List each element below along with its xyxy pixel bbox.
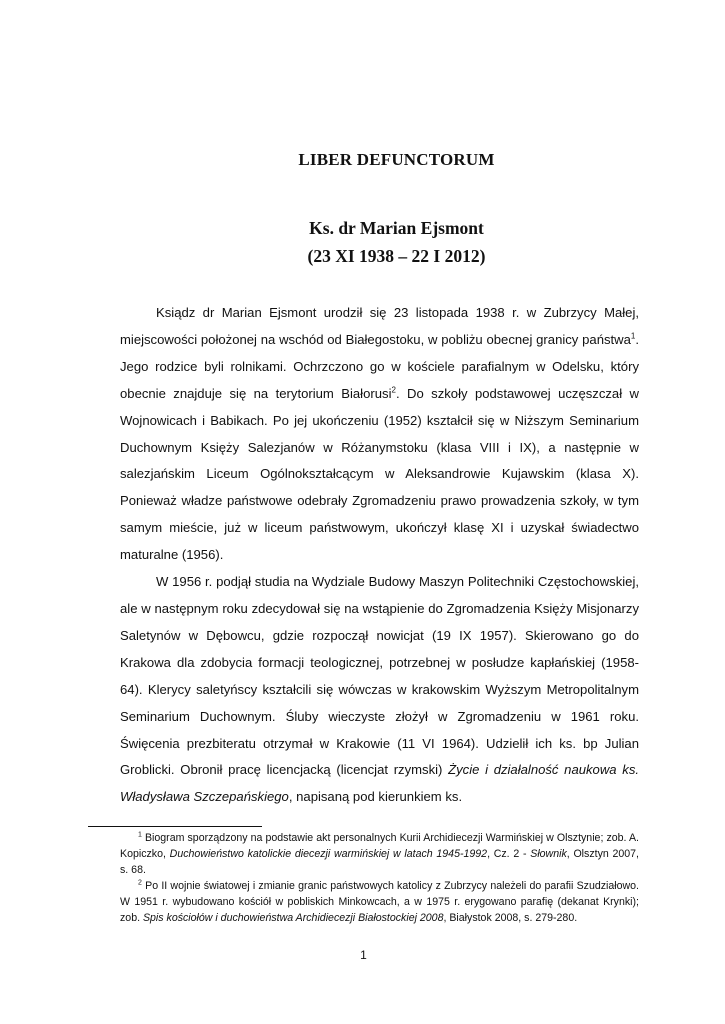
paragraph-text: W 1956 r. podjął studia na Wydziale Budowy Maszyn Politechniki Częstochowskiej, ale w następnym roku zdecydował się na wstąpienie do Zgromadzenia Księży Misjonarzy Saletynów w Dębowcu, gdzie rozpoczął nowicjat (19 IX 1957). Skierowano go do Krakowa dla zdobycia formacji teologicznej, potrzebnej w posłudze kapłańskiej (1958-64). Klerycy saletyńscy kształcili się wówczas w krakowskim Wyższym Metropolitalnym Seminarium Duchownym. Śluby wieczyste złożył w Zgromadzeniu w 1961 roku. Święcenia prezbiteratu otrzymał w Krakowie (11 VI 1964). Udzielił ich ks. bp Julian Groblicki. Obronił pracę licencjacką (licencjat rzymski) bbox=[120, 574, 639, 778]
footnote-ref-1[interactable]: 1 bbox=[630, 331, 636, 341]
life-dates-heading: (23 XI 1938 – 22 I 2012) bbox=[307, 246, 486, 266]
paragraph-text: , napisaną pod kierunkiem ks. bbox=[288, 789, 463, 805]
paragraph-1 bbox=[120, 300, 639, 569]
footnote-text: , Cz. 2 - bbox=[487, 848, 531, 861]
paragraph-text: Ksiądz dr Marian Ejsmont urodził się 23 listopada 1938 r. w Zubrzycy Małej, miejscowości położonej na wschód od Białegostoku, w pobliżu obecnej granicy państwa bbox=[120, 305, 639, 347]
footnote-1 bbox=[120, 830, 639, 878]
footnote-italic: Spis kościołów i duchowieństwa Archidiecezji Białostockiej 2008 bbox=[142, 912, 444, 925]
document-title: LIBER DEFUNCTORUM bbox=[298, 150, 495, 169]
footnote-number: 2 bbox=[138, 879, 142, 887]
footnote-number: 1 bbox=[138, 831, 142, 839]
paragraph-text: . Jego rodzice byli rolnikami. Ochrzczono go w kościele parafialnym w Odelsku, który obecnie znajduje się na terytorium Białorusi bbox=[120, 331, 639, 401]
footnotes bbox=[120, 830, 639, 927]
footnote-text: Po II wojnie światowej i zmianie granic państwowych katolicy z Zubrzycy należeli do parafii Szudziałowo. W 1951 r. wybudowano kościół w pobliskich Minkowcach, a w 1975 r. erygowano parafię (dekanat Krynki); zob. bbox=[120, 880, 639, 925]
footnote-text: Biogram sporządzony na podstawie akt personalnych Kurii Archidiecezji Warmińskiej w Olsztynie; zob. A. Kopiczko, bbox=[120, 832, 639, 861]
body-text bbox=[120, 300, 639, 811]
paragraph-text: . Do szkoły podstawowej uczęszczał w Wojnowicach i Babikach. Po jej ukończeniu (1952) kształcił się w Niższym Seminarium Duchownym Księży Salezjanów w Różanymstoku (klasa VIII i IX), a następnie w salezjańskim Liceum Ogólnokształcącym w Aleksandrowie Kujawskim (klasa X). Ponieważ władze państwowe odebrały Zgromadzeniu prawo prowadzenia szkoły, w tym samym mieście, już w liceum państwowym, ukończył klasę XI i uzyskał świadectwo maturalne (1956). bbox=[120, 385, 639, 563]
footnote-italic: Słownik bbox=[530, 848, 567, 861]
footnote-2 bbox=[120, 878, 639, 926]
paragraph-2 bbox=[120, 569, 639, 811]
footnote-ref-2[interactable]: 2 bbox=[391, 385, 396, 395]
footnote-text: , Białystok 2008, s. 279-280. bbox=[443, 912, 578, 925]
italic-title: Życie i działalność naukowa ks. Władysława Szczepańskiego bbox=[120, 762, 640, 805]
footnote-italic: Duchowieństwo katolickie diecezji warmińskiej w latach 1945-1992 bbox=[169, 848, 488, 861]
footnote-text: , Olsztyn 2007, s. 68. bbox=[120, 848, 639, 877]
footnote-separator bbox=[88, 826, 262, 827]
person-name-heading: Ks. dr Marian Ejsmont bbox=[309, 218, 484, 238]
page-number: 1 bbox=[360, 948, 367, 962]
